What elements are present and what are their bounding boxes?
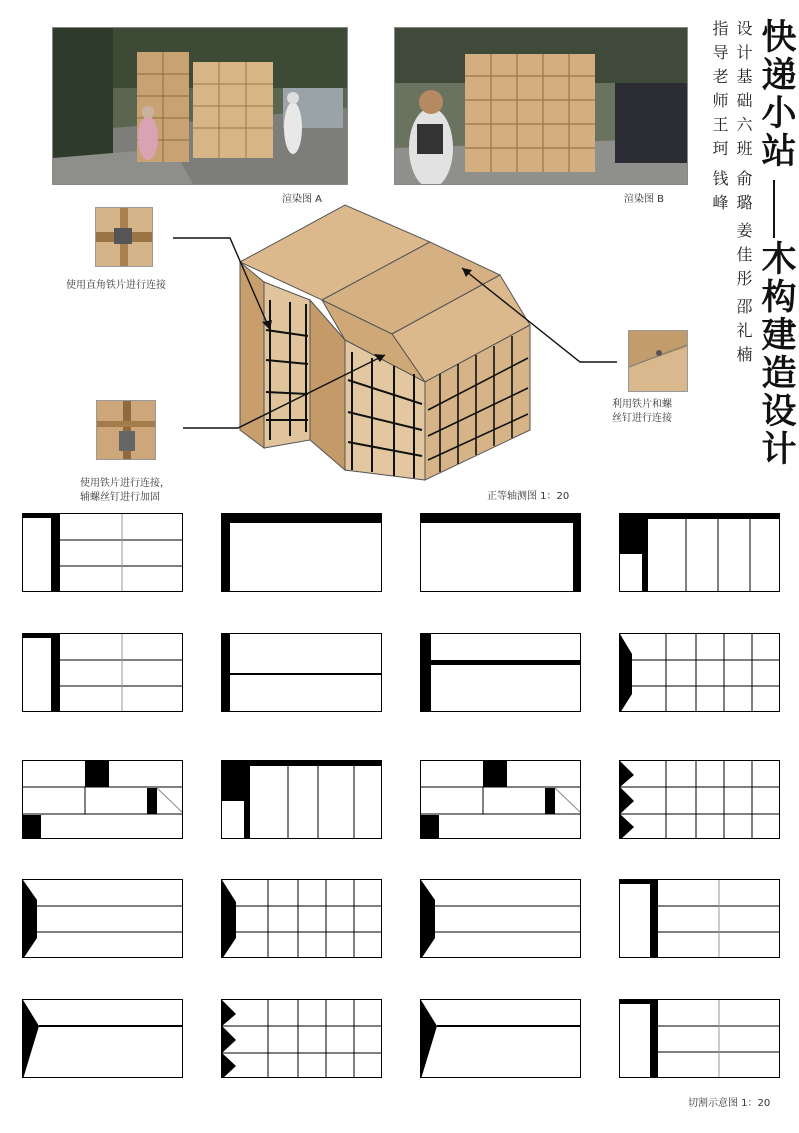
cut-panel-r2c2 [221,633,382,712]
annotation-iron-screw-text: 利用铁片和螺 丝钉进行连接 [612,399,672,424]
cut-panel-r4c4 [619,879,780,958]
cut-panel-r4c2 [221,879,382,958]
cut-panel-r3c2 [221,760,382,839]
annotation-corner-iron: 使用直角铁片进行连接 [66,280,166,291]
credits-col-2: 指导老师王珂 [710,20,729,164]
annotation-iron-reinforce-2: 辅螺丝钉进行加固 [80,492,160,503]
cut-panel-r3c1 [22,760,183,839]
detail-iron-screw-image [628,330,688,392]
cut-panel-r4c1 [22,879,183,958]
render-b-caption: 渲染图 B [624,194,665,205]
annotation-iron-reinforce-1: 使用铁片进行连接， [80,478,170,489]
detail-iron-reinforce-image [96,400,156,460]
cut-panel-r2c1 [22,633,183,712]
render-a-image [52,27,348,185]
cut-panel-r1c4 [619,513,780,592]
detail-corner-iron-image [95,207,153,267]
cut-panel-r1c3 [420,513,581,592]
cut-panel-r4c3 [420,879,581,958]
cut-panel-r1c2 [221,513,382,592]
cut-panel-r5c3 [420,999,581,1078]
render-b-image [394,27,688,185]
credits-col-1b: 俞璐 [734,170,753,218]
credits-col-1d: 邵礼楠 [734,298,753,370]
cut-panel-r1c1 [22,513,183,592]
title-line-2: 木构建造设计 [756,240,796,468]
cut-panel-r5c2 [221,999,382,1078]
cut-panel-r3c4 [619,760,780,839]
render-a-caption: 渲染图 A [282,194,323,205]
axo-caption: 正等轴测图 1：20 [487,491,570,502]
cut-caption: 切割示意图 1：20 [688,1098,771,1109]
title-line-1: 快递小站 [756,18,796,170]
annotation-iron-screw [612,398,672,426]
cut-panel-r2c3 [420,633,581,712]
cut-panel-r2c4 [619,633,780,712]
credits-col-1: 设计基础六班 [734,20,753,164]
credits-col-1c: 姜佳彤 [734,222,753,294]
cut-panel-r5c1 [22,999,183,1078]
credits-col-2b: 钱峰 [710,170,729,218]
cut-panel-r3c3 [420,760,581,839]
cut-panel-r5c4 [619,999,780,1078]
